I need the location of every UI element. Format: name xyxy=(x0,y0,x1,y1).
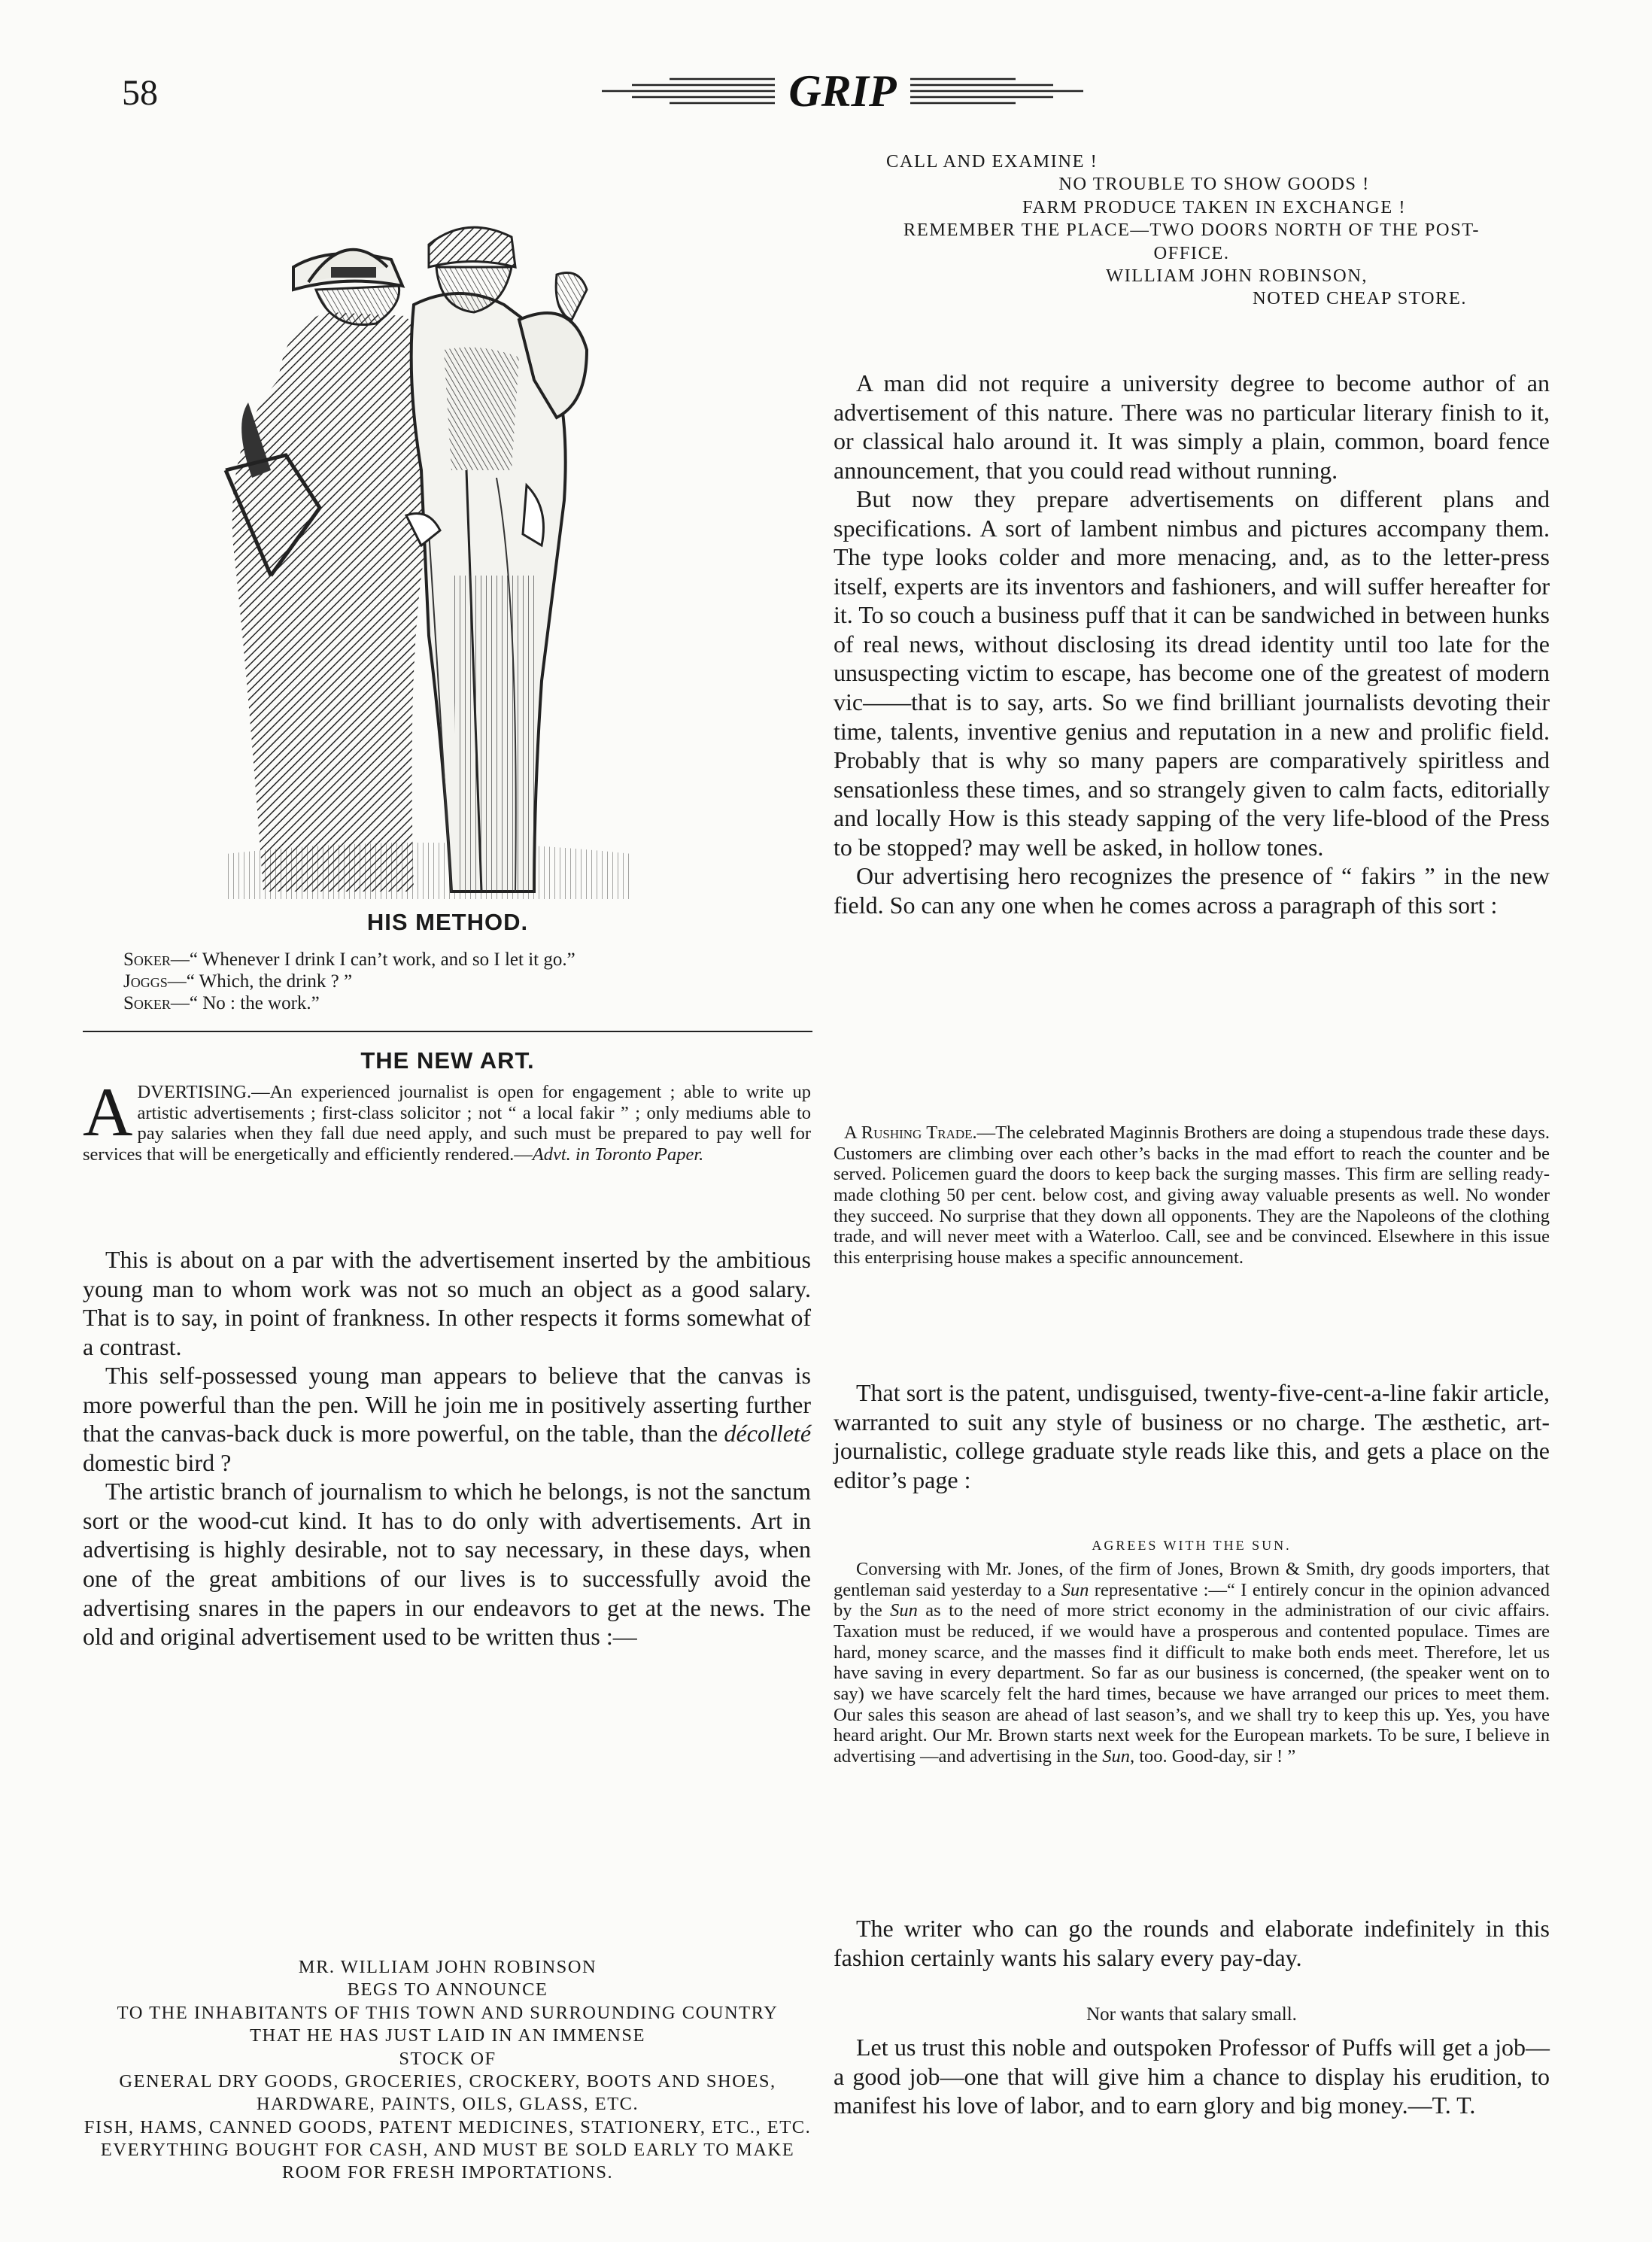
rushing-trade-paragraph xyxy=(834,1123,1550,1268)
cartoon-title: HIS METHOD. xyxy=(366,909,529,935)
ad-line: THAT HE HAS JUST LAID IN AN IMMENSE xyxy=(250,2025,645,2046)
ad-line: MR. WILLIAM JOHN ROBINSON xyxy=(298,1957,597,1977)
ad-line: OFFICE. xyxy=(1153,242,1230,263)
dialogue-text: —“ No : the work.” xyxy=(170,992,320,1013)
dialogue-text: —“ Which, the drink ? ” xyxy=(167,971,353,992)
agrees-text xyxy=(834,1559,1550,1767)
ad-line: BEGS TO ANNOUNCE xyxy=(347,1979,548,2000)
speaker-name: Joggs xyxy=(123,971,168,992)
ad-line: REMEMBER THE PLACE—TWO DOORS NORTH OF THE POST- xyxy=(903,220,1480,241)
paragraph: That sort is the patent, undisguised, twenty-five-cent-a-line fakir article, warranted to suit any style of business or no charge. The æsthetic, art-journalistic, college graduate style reads like this, and gets a place on the editor’s page : xyxy=(834,1379,1550,1493)
ad-line: CALL AND EXAMINE ! xyxy=(886,151,1098,172)
agrees-heading: AGREES WITH THE SUN. xyxy=(1092,1538,1292,1553)
paragraph: Our advertising hero recognizes the presence of “ fakirs ” in the new field. So can any one when he comes across a paragraph of this sort : xyxy=(834,862,1550,919)
dialogue-line xyxy=(123,993,800,1015)
ad-line: EVERYTHING BOUGHT FOR CASH, AND MUST BE SOLD EARLY TO MAKE ROOM FOR FRESH IMPORTATIONS. xyxy=(100,2140,795,2183)
article-title: THE NEW ART. xyxy=(360,1047,535,1074)
ad-line: STOCK OF xyxy=(399,2048,497,2069)
ad-line: NOTED CHEAP STORE. xyxy=(1253,288,1467,309)
ad-line: TO THE INHABITANTS OF THIS TOWN AND SURROUNDING COUNTRY xyxy=(117,2002,779,2023)
ad-line: WILLIAM JOHN ROBINSON, xyxy=(1105,265,1368,286)
paragraph: The writer who can go the rounds and elaborate indefinitely in this fashion certainly wants his salary every pay-day. xyxy=(834,1915,1550,1971)
ad-line: FARM PRODUCE TAKEN IN EXCHANGE ! xyxy=(1022,196,1406,217)
rushing-text: —The celebrated Maginnis Brothers are doing a stupendous trade these days. Customers are climbing over each other’s backs in the mad effort to reach the counter and be served. Policemen guard the doors to keep back the surging masses. This firm are selling ready-made clothing 50 per cent. below cost, and giving away valuable presents as well. No wonder they succeed. No surprise that they down all opponents. They are the Napoleons of the clothing trade, and will never meet with a Waterloo. Call, see and be convinced. Elsewhere in this issue this enterprising house makes a specific announcement. xyxy=(834,1123,1550,1268)
agrees-paragraph xyxy=(834,1559,1550,1767)
agrees-part: representative :—“ I entirely concur in the opinion advanced by the xyxy=(834,1579,1550,1621)
paragraph: But now they prepare advertisements on different plans and specifications. A sort of lambent nimbus and pictures accompany them. The type looks colder and more menacing, and, as to the letter-press itself, experts are its inventors and fashioners, and will suffer hereafter for it. To so couch a business puff that it can be sandwiched in between hunks of real news, without disclosing its dread identity until too late for the unsuspecting victim to escape, has become one of the greatest of modern vic——that is to say, arts. So we find brilliant journalists devoting their time, talents, inventive genius and reputation in a new and prolific field. Probably that is why so many papers are comparatively spiritless and sensationless these times, and so strangely given to calm facts, editorially and locally How is this steady sapping of the very life-blood of the Press to be stopped? may well be asked, in hollow tones. xyxy=(834,485,1550,861)
paragraph: The artistic branch of journalism to which he belongs, is not the sanctum sort or the wood-cut kind. It has to do only with advertisements. Art in advertising is highly desirable, not to say necessary, in these days, when one of the great ambitions of our lives is to successfully avoid the advertising snares in the papers in our endeavors to get at the news. The old and original advertisement used to be written thus :— xyxy=(83,1478,811,1651)
paragraph-text: This self-possessed young man appears to believe that the canvas is more powerful than the pen. Will he join me in positively asserting further that the canvas-back duck is more powerful, on the table, than the xyxy=(83,1362,811,1448)
masthead xyxy=(602,65,1083,117)
masthead-title: GRIP xyxy=(788,66,897,116)
page-number: 58 xyxy=(122,73,158,113)
speaker-name: Soker xyxy=(123,992,171,1013)
agrees-part: , too. Good-day, sir ! ” xyxy=(1129,1746,1296,1767)
nor-wants-line: Nor wants that salary small. xyxy=(1086,2004,1297,2025)
agrees-part: as to the need of more strict economy in the administration of our civic affairs. Taxation must be reduced, if we would have a prosperous and contented populace. Times are hard, money scarce, and the masses find it difficult to make both ends meet. Therefore, let us have saving in every department. So far as our business is concerned, (the speaker went on to say) we have scarcely felt the hard times, because we have arranged our prices to meet them. Our sales this season are ahead of last season’s, and we shall try to keep this up. Yes, you have heard aright. Our Mr. Brown starts next week for the European markets. To be sure, I believe in advertising —and advertising in the xyxy=(834,1600,1550,1767)
two-men-drawing xyxy=(181,154,662,903)
drop-cap: A xyxy=(83,1074,133,1150)
sun-word: Sun xyxy=(1061,1579,1089,1600)
paragraph: Let us trust this noble and outspoken Professor of Puffs will get a job—a good job—one that will give him a chance to display his erudition, to manifest his love of labor, and to earn glory and big money.—T. T. xyxy=(834,2034,1550,2119)
ad-line: GENERAL DRY GOODS, GROCERIES, CROCKERY, BOOTS AND SHOES, HARDWARE, PAINTS, OILS, GLASS, ETC. xyxy=(119,2070,776,2115)
section-divider xyxy=(83,1031,812,1032)
sun-word: Sun xyxy=(1102,1746,1130,1767)
paragraph: A man did not require a university degree to become author of an advertisement of this nature. There was no particular literary finish to it, or classical halo around it. It was simply a plain, common, board fence announcement, that you could read without running. xyxy=(834,369,1550,484)
paragraph xyxy=(83,1361,811,1477)
masthead-ornament xyxy=(602,65,1083,117)
rushing-lead: A Rushing Trade. xyxy=(844,1123,977,1143)
right-column-body-3 xyxy=(834,1914,1550,1972)
ad-line: FISH, HAMS, CANNED GOODS, PATENT MEDICINES, STATIONERY, ETC., ETC. xyxy=(84,2116,812,2137)
old-style-advertisement xyxy=(83,1956,812,2185)
quoted-ad-source: Advt. in Toronto Paper. xyxy=(532,1144,704,1165)
left-column-body xyxy=(83,1245,811,1651)
quoted-advertisement xyxy=(83,1074,811,1165)
paragraph: This is about on a par with the advertisement inserted by the ambitious young man to whom work was not so much an object as a good salary. That is to say, in point of frankness. In other respects it forms somewhat of a contrast. xyxy=(83,1246,811,1360)
agrees-part: Conversing with Mr. Jones, of the firm of Jones, Brown & Smith, dry goods importers, that gentleman said yesterday to a xyxy=(834,1559,1550,1600)
ad-line: NO TROUBLE TO SHOW GOODS ! xyxy=(1058,174,1370,195)
dialogue-text: —“ Whenever I drink I can’t work, and so I let it go.” xyxy=(170,949,575,970)
decollete-word: décolleté xyxy=(724,1420,812,1448)
dialogue-line xyxy=(123,971,800,993)
paragraph-text: domestic bird ? xyxy=(83,1448,232,1476)
quoted-ad-text: DVERTISING.—An experienced journalist is open for engagement ; able to write up artistic advertisements ; first-class solicitor ; not “ a local fakir ” ; only mediums able to pay salaries when they fall due need apply, and such must be prepared to pay well for services that will be energetically and efficiently rendered.— xyxy=(83,1082,811,1165)
right-column-body xyxy=(834,369,1550,919)
cartoon-dialogue xyxy=(123,949,800,1014)
right-column-body-4 xyxy=(834,2033,1550,2120)
old-style-advertisement-continued xyxy=(834,150,1550,311)
dialogue-line xyxy=(123,949,800,971)
cartoon-illustration xyxy=(181,154,662,903)
right-column-body-2 xyxy=(834,1378,1550,1494)
sun-word: Sun xyxy=(890,1600,918,1621)
speaker-name: Soker xyxy=(123,949,171,970)
